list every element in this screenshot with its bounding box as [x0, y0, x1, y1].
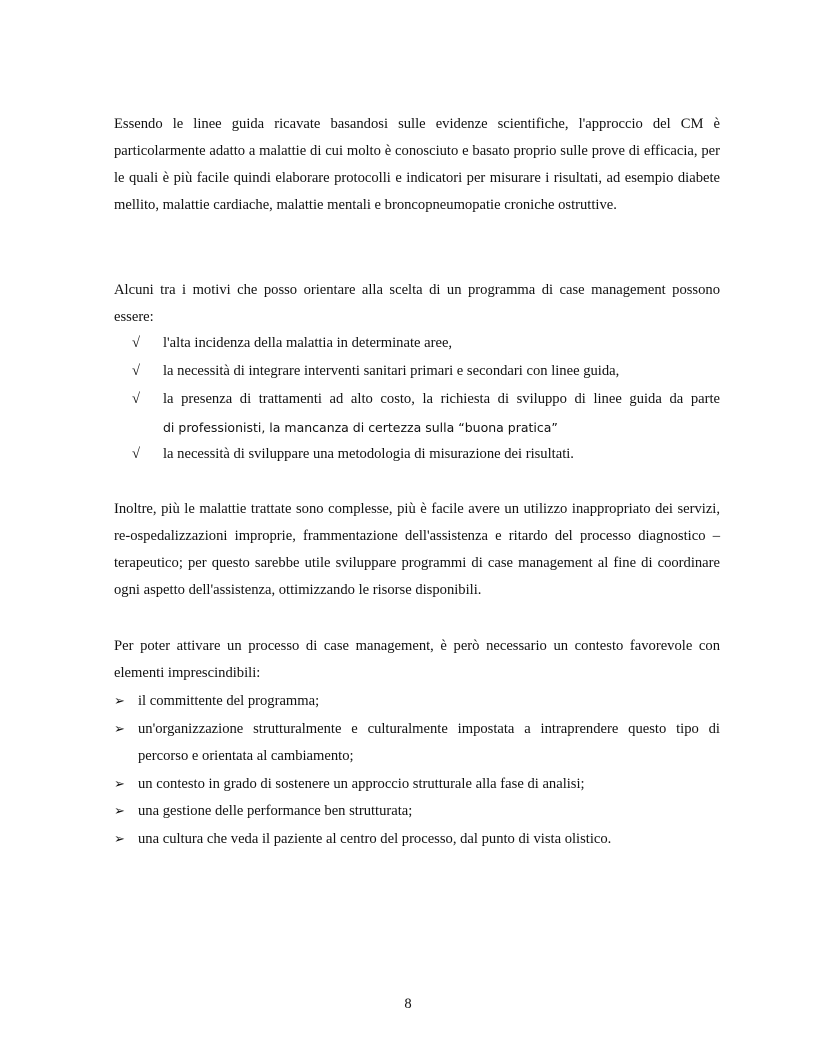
list-item: una gestione delle performance ben strutturata;: [138, 803, 413, 819]
list-item: un contesto in grado di sostenere un approccio strutturale alla fase di analisi;: [138, 776, 585, 792]
list-item: una cultura che veda il paziente al centro del processo, dal punto di vista olistico.: [138, 831, 612, 847]
paragraph-4: Per poter attivare un processo di case management, è però necessario un contesto favorevole con elementi imprescindibili:: [114, 638, 720, 681]
arrow-bullet-icon: ➢: [114, 694, 125, 709]
page-number: 8: [404, 996, 412, 1012]
check-icon: √: [132, 391, 141, 407]
check-icon: √: [132, 363, 141, 379]
arrow-bullet-icon: ➢: [114, 777, 125, 792]
arrow-bullet-icon: ➢: [114, 832, 125, 847]
arrow-bullet-icon: ➢: [114, 722, 125, 737]
check-icon: √: [132, 446, 141, 462]
check-icon: √: [132, 335, 141, 351]
list-item: la necessità di integrare interventi sanitari primari e secondari con linee guida,: [163, 363, 620, 379]
list-item-continuation: percorso e orientata al cambiamento;: [138, 748, 354, 764]
list-item: la presenza di trattamenti ad alto costo, la richiesta di sviluppo di linee guida da parte: [163, 391, 720, 407]
list-item-continuation: di professionisti, la mancanza di certezza sulla “buona pratica”: [163, 420, 558, 435]
list-item: la necessità di sviluppare una metodologia di misurazione dei risultati.: [163, 446, 574, 462]
list-item: un'organizzazione strutturalmente e culturalmente impostata a intraprendere questo tipo di: [138, 721, 720, 737]
arrow-bullet-icon: ➢: [114, 804, 125, 819]
paragraph-2: Alcuni tra i motivi che posso orientare alla scelta di un programma di case management possono essere:: [114, 282, 720, 325]
list-item: l'alta incidenza della malattia in determinate aree,: [163, 335, 453, 351]
paragraph-3: Inoltre, più le malattie trattate sono complesse, più è facile avere un utilizzo inappropriato dei servizi, re-ospedalizzazioni improprie, frammentazione dell'assistenza e ritardo del processo diagnostico – terapeutico; per questo sarebbe utile sviluppare programmi di case management al fine di coordinare ogni aspetto dell'assistenza, ottimizzando le risorse disponibili.: [114, 501, 720, 598]
paragraph-1: Essendo le linee guida ricavate basandosi sulle evidenze scientifiche, l'approccio del CM è particolarmente adatto a malattie di cui molto è conosciuto e basato proprio sulle prove di efficacia, per le quali è più facile quindi elaborare protocolli e indicatori per misurare i risultati, ad esempio diabete mellito, malattie cardiache, malattie mentali e broncopneumopatie croniche ostruttive.: [114, 116, 720, 213]
list-item: il committente del programma;: [138, 693, 320, 709]
